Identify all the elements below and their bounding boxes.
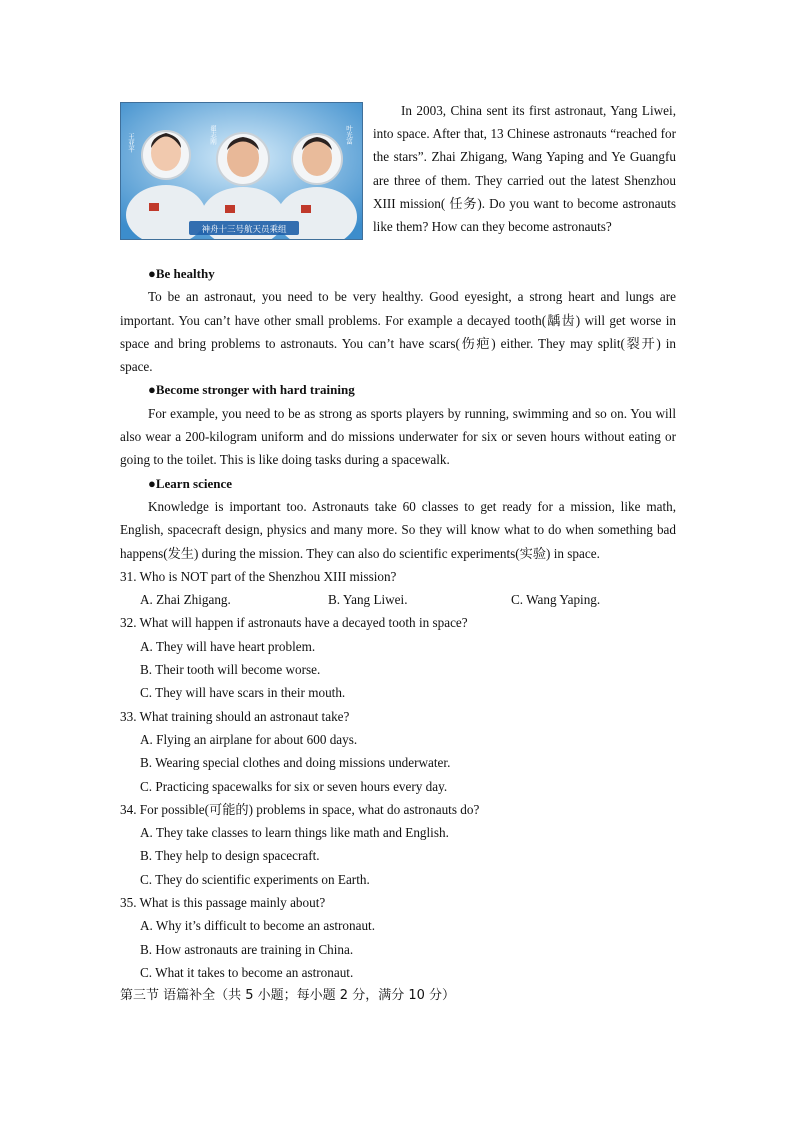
- section-paragraph: For example, you need to be as strong as sports players by running, swimming and so on. You will also wear a 200-kilogram uniform and do missions underwater for six or seven hours without eating or going to the toilet. This is like doing tasks during a spacewalk.: [120, 405, 676, 468]
- answer-option[interactable]: C. What it takes to become an astronaut.: [140, 964, 354, 980]
- answer-option[interactable]: B. How astronauts are training in China.: [140, 941, 354, 957]
- section-paragraph: Knowledge is important too. Astronauts take 60 classes to get ready for a mission, like math, English, spacecraft design, physics and many more. So they will know what to do when something bad happens(发生) during the mission. They can also do scientific experiments(实验) in space.: [120, 498, 676, 561]
- answer-option[interactable]: C. They do scientific experiments on Earth.: [140, 871, 370, 887]
- answer-option[interactable]: C. Practicing spacewalks for six or seven hours every day.: [140, 778, 448, 794]
- answer-option[interactable]: A. Zhai Zhigang.: [140, 592, 231, 608]
- answer-option[interactable]: B. They help to design spacecraft.: [140, 848, 320, 864]
- answer-option[interactable]: B. Their tooth will become worse.: [140, 662, 321, 678]
- photo-name-label: 王亚平: [127, 133, 135, 153]
- question-stem: 33. What training should an astronaut take?: [120, 708, 350, 724]
- question-stem: 31. Who is NOT part of the Shenzhou XIII mission?: [120, 568, 397, 584]
- intro-paragraph: [373, 99, 676, 238]
- question-stem: 34. For possible(可能的) problems in space, what do astronauts do?: [120, 801, 480, 817]
- answer-option[interactable]: B. Yang Liwei.: [328, 592, 408, 608]
- intro-text: In 2003, China sent its first astronaut, Yang Liwei, into space. After that, 13 Chinese astronauts “reached for the stars”. Zhai Zhigang, Wang Yaping and Ye Guangfu are three of them. They carried out the latest Shenzhou XIII mission( 任务). Do you want to become astronauts like them? How can they become astronauts?: [373, 103, 676, 235]
- question-options: [140, 588, 676, 611]
- answer-option[interactable]: A. They take classes to learn things like math and English.: [140, 825, 449, 841]
- section-title: 第三节 语篇补全（共 5 小题；每小题 2 分，满分 10 分）: [120, 988, 456, 1004]
- answer-option[interactable]: C. They will have scars in their mouth.: [140, 685, 346, 701]
- section-heading: ●Learn science: [148, 475, 233, 491]
- answer-option[interactable]: A. Flying an airplane for about 600 days.: [140, 731, 358, 747]
- photo-name-label: 翟志刚: [209, 125, 217, 145]
- question-stem: 32. What will happen if astronauts have a decayed tooth in space?: [120, 615, 468, 631]
- answer-option[interactable]: B. Wearing special clothes and doing missions underwater.: [140, 755, 451, 771]
- section-heading: ●Be healthy: [148, 266, 215, 281]
- photo-name-label: 叶光富: [345, 125, 353, 145]
- section-paragraph: To be an astronaut, you need to be very healthy. Good eyesight, a strong heart and lungs are important. You can’t have other small problems. For example a decayed tooth(龋齿) will get worse in space and bring problems to astronauts. You can’t have scars(伤疤) either. They may split(裂开) in space.: [120, 289, 676, 375]
- question-stem: 35. What is this passage mainly about?: [120, 895, 326, 911]
- passage-body: [120, 262, 676, 1008]
- answer-option[interactable]: A. Why it’s difficult to become an astronaut.: [140, 918, 376, 934]
- section-heading: ●Become stronger with hard training: [148, 382, 355, 398]
- answer-option[interactable]: A. They will have heart problem.: [140, 638, 316, 654]
- photo-caption: 神舟十三号航天员乘组: [201, 225, 287, 235]
- answer-option[interactable]: C. Wang Yaping.: [511, 592, 601, 608]
- astronaut-photo: [120, 102, 363, 240]
